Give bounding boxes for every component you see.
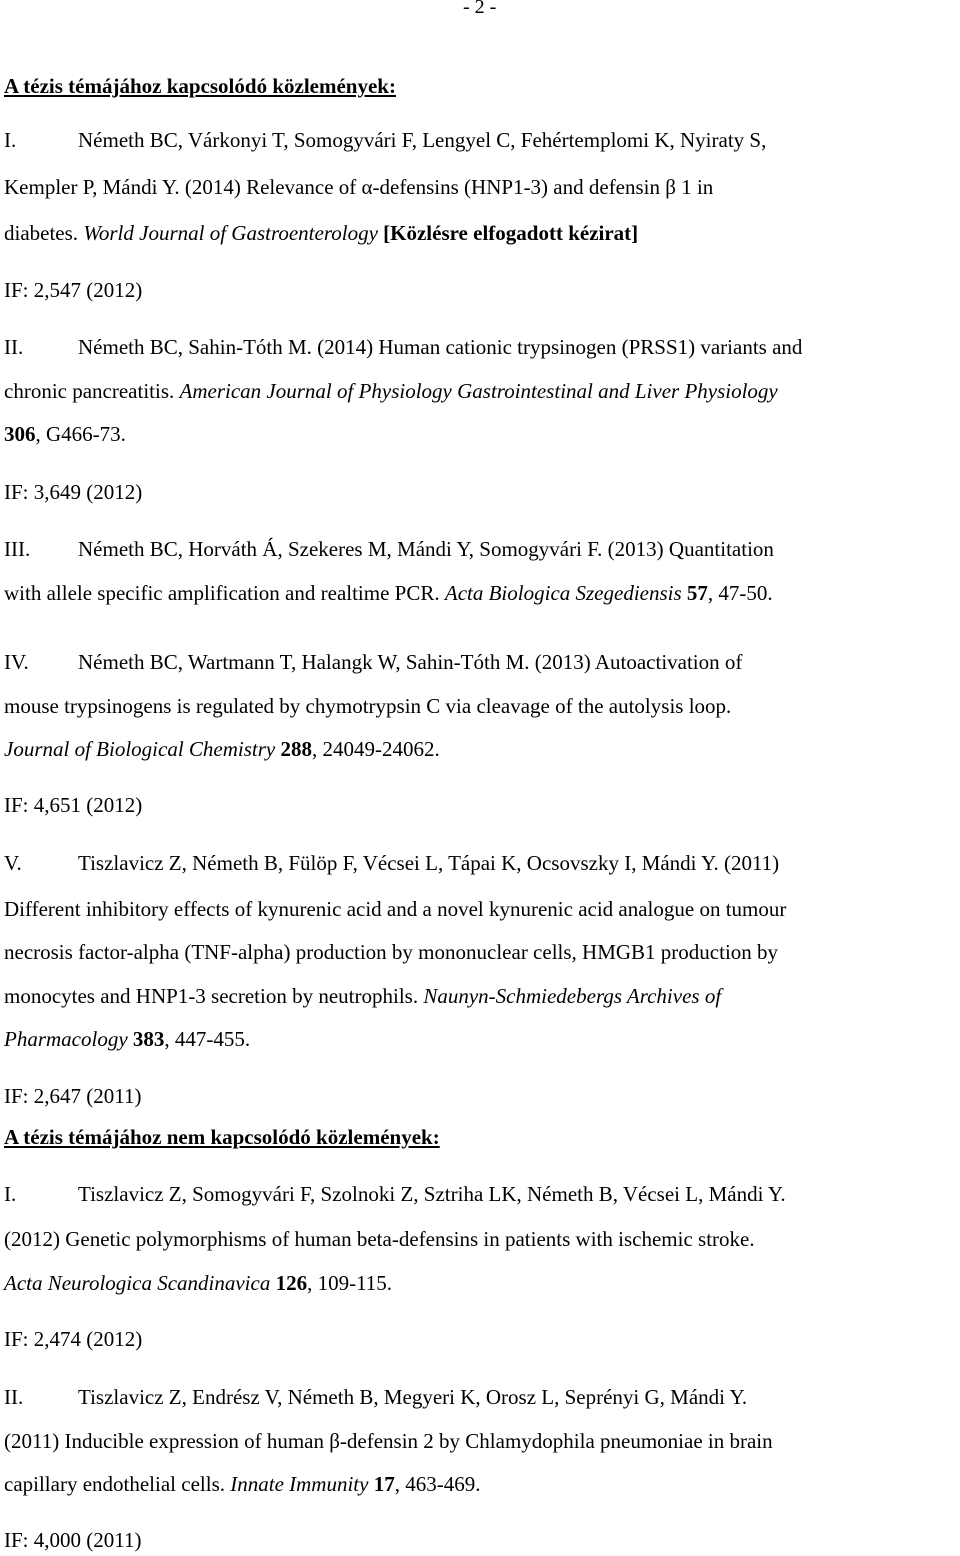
impact-factor: IF: 2,474 (2012) [4,1327,143,1351]
publication-text: capillary endothelial cells. [4,1472,231,1496]
publication-text: monocytes and HNP1-3 secretion by neutrophils. [4,984,424,1008]
publication-text: diabetes. [4,221,84,245]
section-heading-related: A tézis témájához kapcsolódó közlemények: [4,74,396,98]
publication-1-line-2: Kempler P, Mándi Y. (2014) Relevance of α-defensins (HNP1-3) and defensin β 1 in [4,175,714,199]
publication-number: I. [4,128,17,152]
other-publication-1-line-1 [4,1181,786,1207]
publication-1-line-3 [4,220,638,246]
impact-factor: IF: 2,547 (2012) [4,278,143,302]
journal-name: World Journal of Gastroenterology [83,221,378,245]
publication-5-line-4 [4,983,721,1009]
journal-volume: 57 [681,581,708,605]
impact-factor: IF: 2,647 (2011) [4,1084,142,1108]
publication-5-line-5 [4,1026,250,1052]
journal-name: Innate Immunity [230,1472,369,1496]
journal-volume: 17 [368,1472,395,1496]
publication-status: [Közlésre elfogadott kézirat] [377,221,639,245]
journal-volume: 306 [4,422,36,446]
publication-text: with allele specific amplification and realtime PCR. [4,581,445,605]
journal-volume: 288 [275,737,312,761]
journal-name: Acta Neurologica Scandinavica [4,1271,271,1295]
publication-2-line-3 [4,421,126,447]
other-publication-1-line-3 [4,1270,392,1296]
publication-5-line-2: Different inhibitory effects of kynurenic acid and a novel kynurenic acid analogue on tumour [4,897,787,921]
journal-volume: 383 [127,1027,165,1051]
publication-authors: Tiszlavicz Z, Endrész V, Németh B, Megyeri K, Orosz L, Seprényi G, Mándi Y. [78,1385,748,1409]
publication-authors: Németh BC, Horváth Á, Szekeres M, Mándi Y, Somogyvári F. (2013) Quantitation [78,537,774,561]
journal-pages: , 24049-24062. [311,737,440,761]
journal-name: Journal of Biological Chemistry [4,737,276,761]
publication-4-line-3 [4,736,440,762]
publication-5-line-1 [4,850,779,876]
publication-3-line-1 [4,536,774,562]
impact-factor: IF: 4,000 (2011) [4,1528,142,1552]
publication-5-line-3: necrosis factor-alpha (TNF-alpha) production by mononuclear cells, HMGB1 production by [4,940,779,964]
journal-name: Acta Biologica Szegediensis [444,581,682,605]
publication-number: IV. [4,650,29,674]
journal-pages: , G466-73. [35,422,126,446]
publication-2-line-1 [4,334,802,360]
other-publication-2-line-2: (2011) Inducible expression of human β-defensin 2 by Chlamydophila pneumoniae in brain [4,1429,773,1453]
journal-pages: , 47-50. [707,581,773,605]
publication-4-line-2: mouse trypsinogens is regulated by chymotrypsin C via cleavage of the autolysis loop. [4,694,732,718]
publication-number: II. [4,335,24,359]
publication-4-line-1 [4,649,742,675]
publication-text: chronic pancreatitis. [4,379,180,403]
page-number: - 2 - [463,0,497,18]
publication-number: III. [4,537,31,561]
journal-volume: 126 [270,1271,308,1295]
publication-number: I. [4,1182,17,1206]
section-heading-unrelated: A tézis témájához nem kapcsolódó közlemények: [4,1125,440,1149]
other-publication-2-line-3 [4,1471,480,1497]
journal-name: Naunyn-Schmiedebergs Archives of [423,984,722,1008]
publication-number: V. [4,851,22,875]
other-publication-1-line-2: (2012) Genetic polymorphisms of human beta-defensins in patients with ischemic stroke. [4,1227,755,1251]
publication-authors: Németh BC, Sahin-Tóth M. (2014) Human cationic trypsinogen (PRSS1) variants and [78,335,803,359]
publication-2-line-2 [4,378,778,404]
impact-factor: IF: 4,651 (2012) [4,793,143,817]
publication-3-line-2 [4,580,773,606]
journal-pages: , 463-469. [394,1472,481,1496]
impact-factor: IF: 3,649 (2012) [4,480,143,504]
journal-name: Pharmacology [4,1027,128,1051]
publication-authors: Tiszlavicz Z, Somogyvári F, Szolnoki Z, Sztriha LK, Németh B, Vécsei L, Mándi Y. [78,1182,786,1206]
journal-pages: , 109-115. [307,1271,393,1295]
publication-authors: Németh BC, Wartmann T, Halangk W, Sahin-Tóth M. (2013) Autoactivation of [78,650,743,674]
other-publication-2-line-1 [4,1384,747,1410]
publication-1-line-1 [4,127,766,153]
publication-authors: Németh BC, Várkonyi T, Somogyvári F, Lengyel C, Fehértemplomi K, Nyiraty S, [78,128,767,152]
publication-number: II. [4,1385,24,1409]
publication-authors: Tiszlavicz Z, Németh B, Fülöp F, Vécsei L, Tápai K, Ocsovszky I, Mándi Y. (2011) [78,851,780,875]
journal-pages: , 447-455. [164,1027,251,1051]
journal-name: American Journal of Physiology Gastrointestinal and Liver Physiology [179,379,778,403]
